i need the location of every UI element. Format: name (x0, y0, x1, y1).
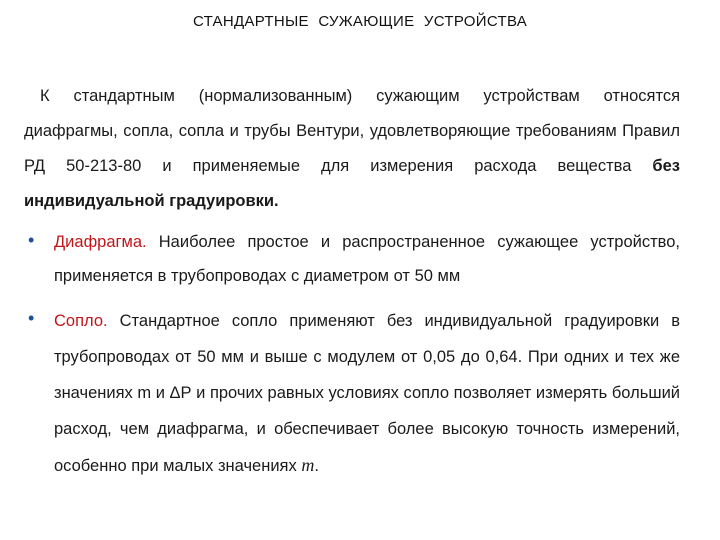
term-diaphragm: Диафрагма. (54, 233, 147, 251)
term-nozzle: Сопло. (54, 312, 108, 330)
bullet-diaphragm (24, 225, 680, 293)
bullet-nozzle-text (54, 303, 680, 484)
nozzle-description: Стандартное сопло применяют без индивидуальной градуировки в трубопроводах от 50 мм и выше с модулем от 0,05 до 0,64. При одних и тех же значениях m и ΔР и прочих равных условиях сопло позволяет измерять больший расход, чем диафрагма, и обеспечивает более высокую точность измерений, особенно при малых значениях (54, 312, 680, 475)
nozzle-end: . (314, 457, 319, 475)
page-title: СТАНДАРТНЫЕ СУЖАЮЩИЕ УСТРОЙСТВА (192, 13, 528, 30)
italic-m: m (301, 455, 315, 475)
intro-text: К стандартным (нормализованным) сужающим устройствам относятся диафрагмы, сопла, сопла и трубы Вентури, удовлетворяющие требованиям Правил РД 50-213-80 и применяемые для измерения расхода вещества (24, 87, 680, 175)
bullet-nozzle (24, 303, 680, 484)
bullet-dot-icon: • (28, 230, 35, 250)
bullet-dot-icon: • (28, 308, 35, 328)
diaphragm-description: Наиболее простое и распространенное сужающее устройство, применяется в трубопроводах с диаметром от 50 мм (54, 233, 680, 285)
intro-paragraph (24, 79, 680, 219)
intro-bold-text: без индивидуальной градуировки. (24, 157, 680, 210)
bullet-diaphragm-text (54, 225, 680, 293)
